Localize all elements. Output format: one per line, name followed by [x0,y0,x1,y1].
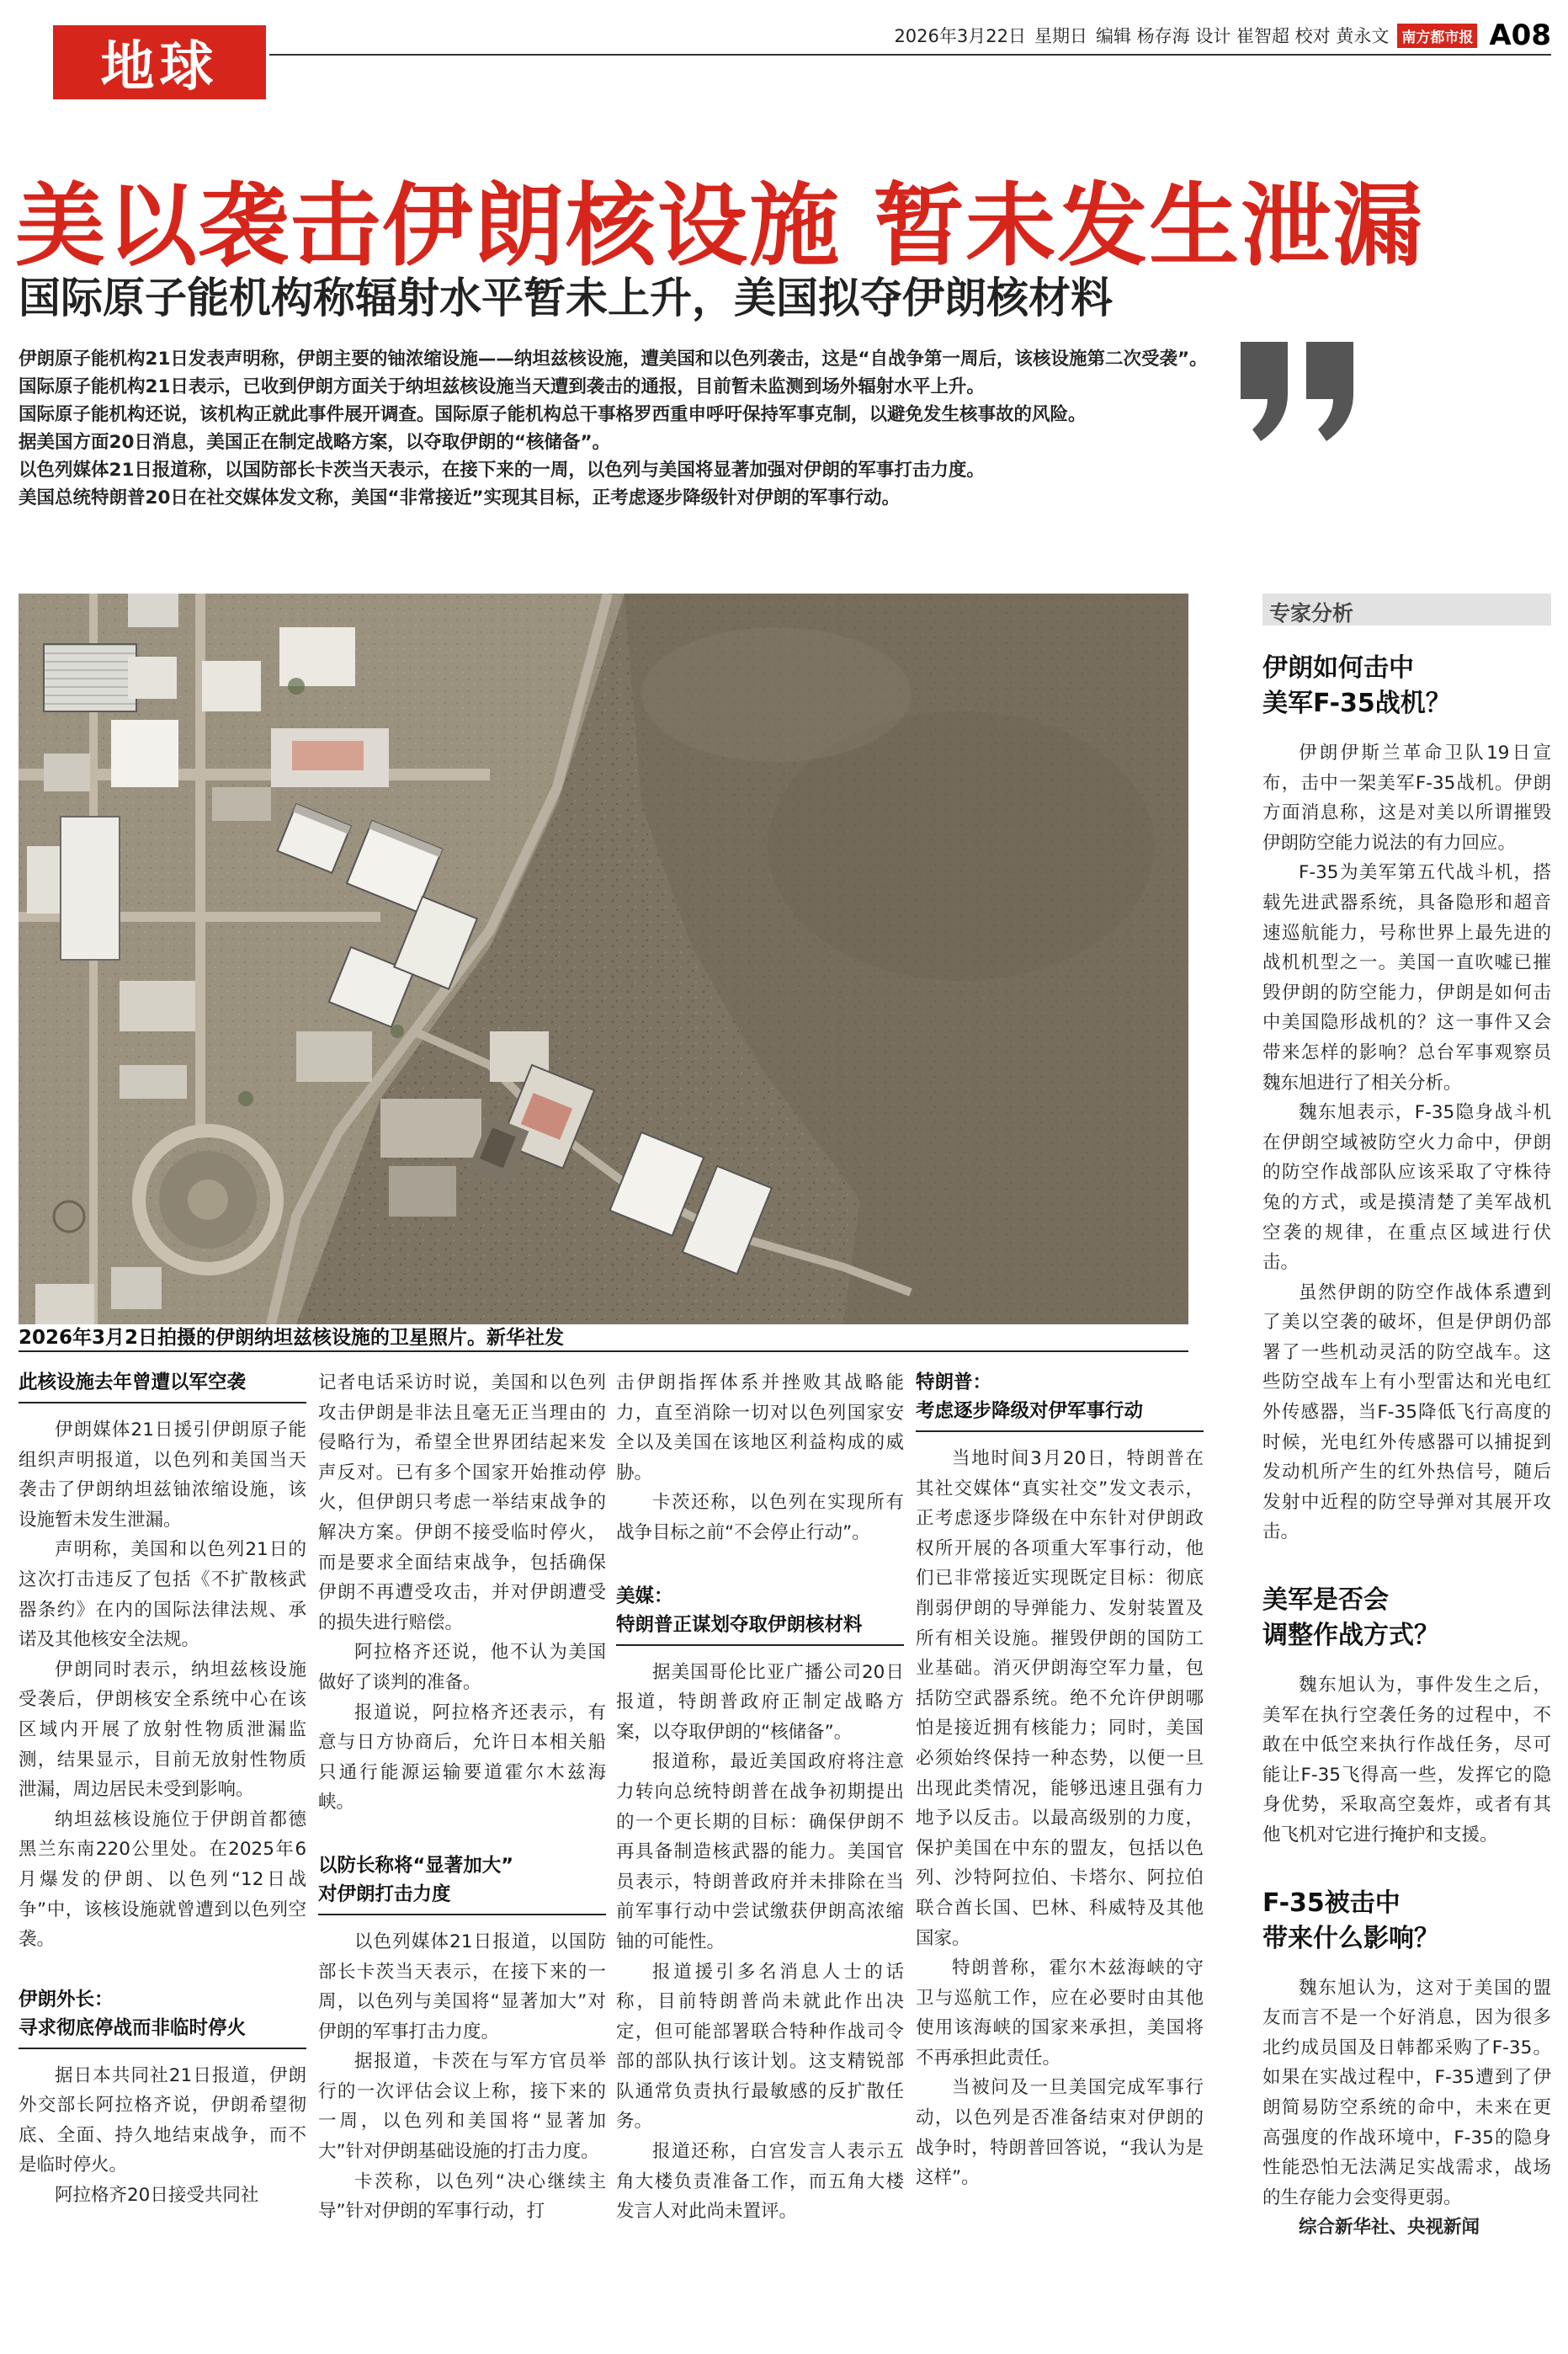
section-heading [19,1975,306,2049]
body-paragraph: 报道援引多名消息人士的话称，目前特朗普尚未就此作出决定，但可能部署联合特种作战司令部的部队执行该计划。这支精锐部队通常负责执行最敏感的反扩散任务。 [616,1961,904,2133]
body-paragraph: 报道称，最近美国政府将注意力转向总统特朗普在战争初期提出的一个更长期的目标：确保伊朗不再具备制造核武器的能力。美国官员表示，特朗普政府并未排除在当前军事行动中尝试缴获伊朗高浓缩铀的可能性。 [616,1751,904,1952]
heading-line: 美媒： [616,1584,673,1607]
body-paragraph: 卡茨还称，以色列在实现所有战争目标之前“不会停止行动”。 [616,1492,904,1543]
heading-line: 特朗普： [916,1371,992,1393]
sidebar-question [1262,651,1551,722]
body-paragraph: 阿拉格齐20日接受共同社 [55,2185,259,2207]
staff-credits: 编辑 杨存海 设计 崔智超 校对 黄永文 [1095,26,1390,46]
article-column-3 [616,1368,904,2227]
lead-paragraph: 据美国方面20日消息，美国正在制定战略方案，以夺取伊朗的“核储备”。 [19,432,611,453]
body-paragraph: 伊朗同时表示，纳坦兹核设施受袭后，伊朗核安全系统中心在该区域内开展了放射性物质泄漏监测，结果显示，目前无放射性物质泄漏，周边居民未受到影响。 [19,1659,306,1801]
body-paragraph: 记者电话采访时说，美国和以色列攻击伊朗是非法且毫无正当理由的侵略行为，希望全世界团结起来发声反对。已有多个国家开始推动停火，但伊朗只考虑一举结束战争的解决方案。伊朗不接受临时停火，而是要求全面结束战争，包括确保伊朗不再遭受攻击，并对伊朗遭受的损失进行赔偿。 [318,1372,606,1633]
body-paragraph: 报道还称，白宫发言人表示五角大楼负责准备工作，而五角大楼发言人对此尚未置评。 [616,2141,904,2223]
body-paragraph: 伊朗媒体21日援引伊朗原子能组织声明报道，以色列和美国当天袭击了伊朗纳坦兹铀浓缩设施，该设施暂未发生泄漏。 [19,1419,306,1531]
source-credit: 综合新华社、央视新闻 [1299,2217,1480,2239]
sidebar-paragraph: 魏东旭认为，这对于美国的盟友而言不是一个好消息，因为很多北约成员国及日韩都采购了F-35。如果在实战过程中，F-35遭到了伊朗简易防空系统的命中，未来在更高强度的作战环境中，F-35的隐身性能恐怕无法满足实战需求，战场的生存能力会变得更弱。 [1262,1977,1551,2208]
question-line: 美军F-35战机？ [1262,689,1451,718]
question-line: F-35被击中 [1262,1888,1401,1918]
heading-line: 考虑逐步降级对伊军事行动 [916,1400,1144,1422]
body-paragraph: 纳坦兹核设施位于伊朗首都德黑兰东南220公里处。在2025年6月爆发的伊朗、以色列“12日战争”中，该核设施就曾遭到以色列空袭。 [19,1808,306,1951]
body-paragraph: 以色列媒体21日报道，以国防部长卡茨当天表示，在接下来的一周，以色列与美国将“显著加大”对伊朗的军事打击力度。 [318,1931,606,2042]
satellite-photo [19,594,1188,1324]
issue-date: 2026年3月22日 [894,26,1026,46]
lead-paragraph: 国际原子能机构21日表示，已收到伊朗方面关于纳坦兹核设施当天遭到袭击的通报，目前暂未监测到场外辐射水平上升。 [19,376,985,397]
question-line: 带来什么影响？ [1262,1923,1439,1953]
photo-caption: 2026年3月2日拍摄的伊朗纳坦兹核设施的卫星照片。新华社发 [19,1327,565,1349]
body-paragraph: 当地时间3月20日，特朗普在其社交媒体“真实社交”发文表示，正考虑逐步降级在中东针对伊朗政权所开展的各项重大军事行动，他们已非常接近实现既定目标：彻底削弱伊朗的导弹能力、发射装置及所有相关设施。摧毁伊朗的国防工业基础。消灭伊朗海空军力量，包括防空武器系统。绝不允许伊朗哪怕是接近拥有核能力；同时，美国必须始终保持一种态势，以便一旦出现此类情况，能够迅速且强有力地予以反击。以最高级别的力度，保护美国在中东的盟友，包括以色列、沙特阿拉伯、卡塔尔、阿拉伯联合酋长国、巴林、科威特及其他国家。 [916,1448,1204,1949]
divider [19,1350,1188,1352]
heading-line: 对伊朗打击力度 [318,1883,451,1905]
body-paragraph: 阿拉格齐还说，他不认为美国做好了谈判的准备。 [318,1642,606,1693]
masthead [894,19,1551,52]
sidebar-paragraph: 魏东旭表示，F-35隐身战斗机在伊朗空域被防空火力命中，伊朗的防空作战部队应该采取了守株待兔的方式，或是摸清楚了美军战机空袭的规律，在重点区域进行伏击。 [1262,1102,1551,1274]
expert-analysis-sidebar [1262,594,1551,2243]
body-paragraph: 据美国哥伦比亚广播公司20日报道，特朗普政府正制定战略方案，以夺取伊朗的“核储备”。 [616,1661,904,1743]
newspaper-logo: 南方都市报 [1397,24,1477,48]
lead-paragraph: 伊朗原子能机构21日发表声明称，伊朗主要的铀浓缩设施——纳坦兹核设施，遭美国和以色列袭击，这是“自战争第一周后，该核设施第二次受袭”。 [19,349,1208,370]
sidebar-question [1262,1886,1551,1957]
section-heading: 此核设施去年曾遭以军空袭 [19,1368,306,1403]
issue-weekday: 星期日 [1034,26,1087,46]
article-column-2 [318,1368,606,2227]
lead-paragraph: 美国总统特朗普20日在社交媒体发文称，美国“非常接近”实现其目标，正考虑逐步降级针对伊朗的军事行动。 [19,487,901,509]
article-column-4 [916,1368,1204,2193]
question-line: 美军是否会 [1262,1585,1389,1616]
heading-line: 伊朗外长： [19,1988,114,2010]
question-line: 调整作战方式？ [1262,1621,1439,1651]
section-tag: 地球 [53,25,266,99]
body-paragraph: 特朗普称，霍尔木兹海峡的守卫与巡航工作，应在必要时由其他使用该海峡的国家来承担，美国将不再承担此责任。 [916,1957,1204,2069]
section-heading [318,1851,606,1915]
sidebar-paragraph: 魏东旭认为，事件发生之后，美军在执行空袭任务的过程中，不敢在中低空来执行作战任务，尽可能让F-35飞得高一些，发挥它的隐身优势，采取高空轰炸，或者有其他飞机对它进行掩护和支援。 [1262,1675,1551,1845]
section-heading [616,1582,904,1646]
sidebar-question [1262,1583,1551,1654]
sidebar-paragraph: 虽然伊朗的防空作战体系遭到了美以空袭的破坏，但是伊朗仍部署了一些机动灵活的防空战车。这些防空战车上有小型雷达和光电红外传感器，当F-35降低飞行高度的时候，光电红外传感器可以捕捉到发动机所产生的红外热信号，随后发射中近程的防空导弹对其展开攻击。 [1262,1281,1551,1543]
lead-paragraph: 以色列媒体21日报道称，以国防部长卡茨当天表示，在接下来的一周，以色列与美国将显著加强对伊朗的军事打击力度。 [19,460,985,481]
headline: 美以袭击伊朗核设施 暂未发生泄漏 [15,174,1425,279]
article-column-1 [19,1368,306,2211]
body-paragraph: 卡茨称，以色列“决心继续主导”针对伊朗的军事行动，打 [318,2170,606,2223]
heading-line: 寻求彻底停战而非临时停火 [19,2016,247,2039]
sidebar-paragraph: F-35为美军第五代战斗机，搭载先进武器系统，具备隐形和超音速巡航能力，号称世界上最先进的战机机型之一。美国一直吹嘘已摧毁伊朗的防空能力，伊朗是如何击中美国隐形战机的？这一事件又会带来怎样的影响？总台军事观察员魏东旭进行了相关分析。 [1262,862,1551,1094]
body-paragraph: 报道说，阿拉格齐还表示，有意与日方协商后，允许日本相关船只通行能源运输要道霍尔木兹海峡。 [318,1702,606,1813]
body-paragraph: 据日本共同社21日报道，伊朗外交部长阿拉格齐说，伊朗希望彻底、全面、持久地结束战争，而不是临时停火。 [19,2064,306,2176]
body-paragraph: 击伊朗指挥体系并挫败其战略能力，直至消除一切对以色列国家安全以及美国在该地区利益构成的威胁。 [616,1372,904,1483]
heading-line: 以防长称将“显著加大” [318,1854,514,1877]
header-rule [269,54,1551,56]
quote-mark-icon [1236,335,1362,445]
lead-paragraph: 国际原子能机构还说，该机构正就此事件展开调查。国际原子能机构总干事格罗西重申呼吁保持军事克制，以避免发生核事故的风险。 [19,404,1087,425]
subheadline: 国际原子能机构称辐射水平暂未上升，美国拟夺伊朗核材料 [19,274,1113,322]
heading-line: 特朗普正谋划夺取伊朗核材料 [616,1613,863,1636]
body-paragraph: 据报道，卡茨在与军方官员举行的一次评估会议上称，接下来的一周，以色列和美国将“显著加大”针对伊朗基础设施的打击力度。 [318,2051,606,2163]
body-paragraph: 声明称，美国和以色列21日的这次打击违反了包括《不扩散核武器条约》在内的国际法律法规、承诺及其他核安全法规。 [19,1539,306,1651]
question-line: 伊朗如何击中 [1262,653,1414,683]
sidebar-paragraph: 伊朗伊斯兰革命卫队19日宣布，击中一架美军F-35战机。伊朗方面消息称，这是对美以所谓摧毁伊朗防空能力说法的有力回应。 [1262,743,1551,854]
satellite-image [19,594,1188,1324]
lead-summary [19,345,1243,512]
sidebar-label: 专家分析 [1262,594,1551,626]
section-heading [916,1368,1204,1432]
body-paragraph: 当被问及一旦美国完成军事行动，以色列是否准备结束对伊朗的战争时，特朗普回答说，“我认为是这样”。 [916,2077,1204,2189]
page-number: A08 [1489,19,1551,52]
